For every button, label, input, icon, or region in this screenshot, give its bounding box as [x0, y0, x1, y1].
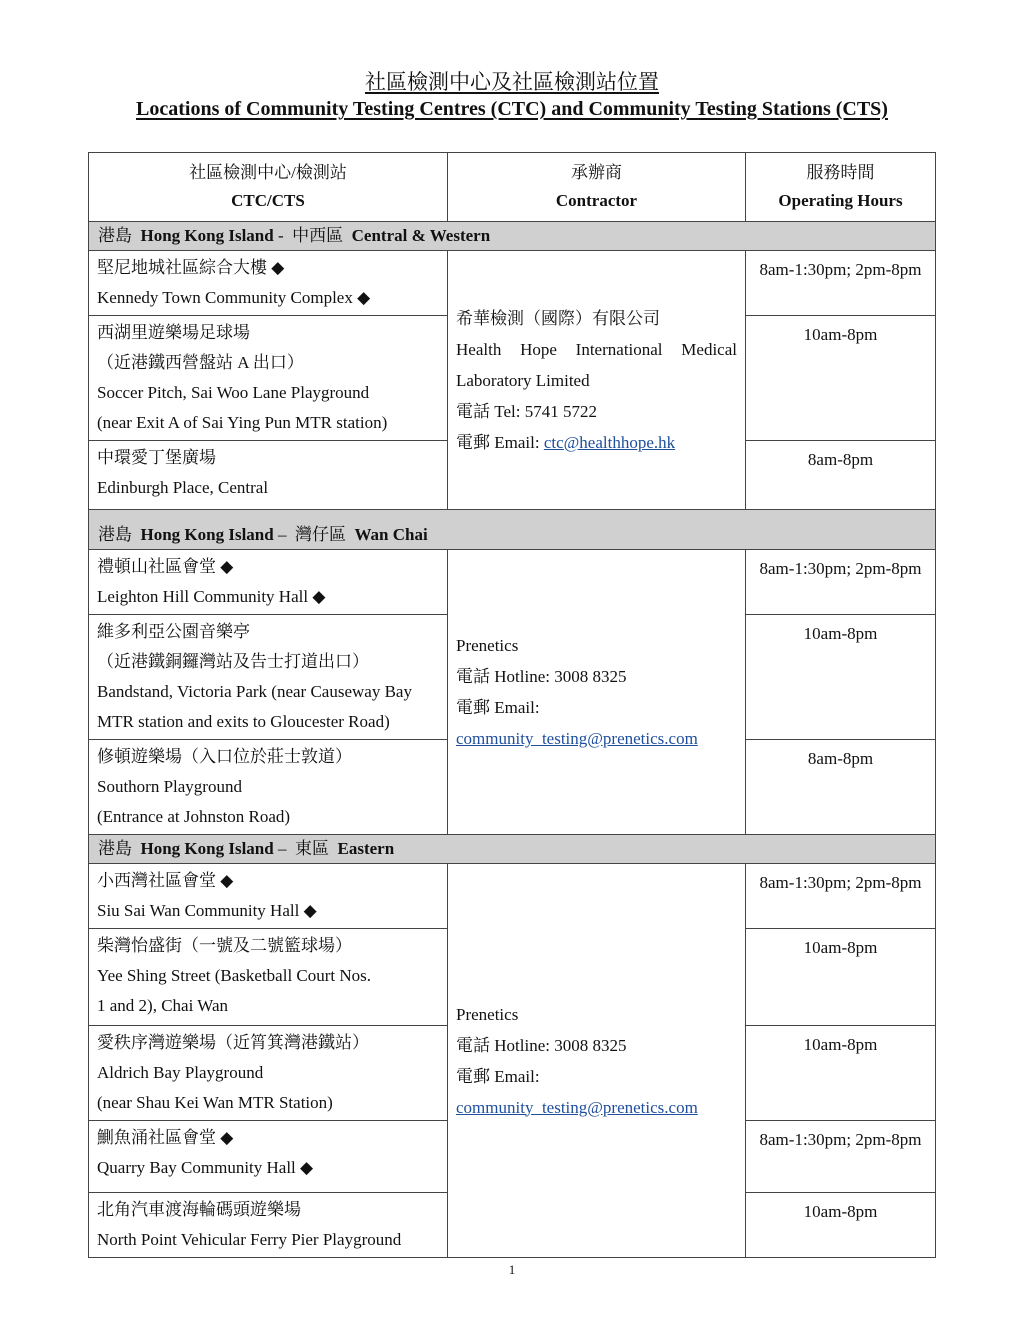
- contractor-name-zh: 希華檢測（國際）有限公司: [456, 308, 660, 328]
- site-line: (Entrance at Johnston Road): [97, 807, 291, 826]
- site-line: Kennedy Town Community Complex ◆: [97, 288, 371, 307]
- region-header: [89, 222, 936, 251]
- site-line: Edinburgh Place, Central: [97, 478, 269, 497]
- region-sep: –: [277, 525, 287, 544]
- site-location: [89, 316, 448, 441]
- region-district-zh: 中西區: [292, 226, 344, 245]
- site-location: [89, 929, 448, 1026]
- header-operating-hours: 服務時間 Operating Hours: [746, 153, 936, 222]
- site-line: Siu Sai Wan Community Hall ◆: [97, 901, 317, 920]
- site-line: North Point Vehicular Ferry Pier Playground: [97, 1230, 402, 1249]
- region-area-en: Hong Kong Island: [140, 525, 274, 544]
- site-line: (near Shau Kei Wan MTR Station): [97, 1093, 333, 1112]
- site-line: 禮頓山社區會堂 ◆: [97, 557, 234, 576]
- contractor-email-link[interactable]: community_testing@prenetics.com: [456, 729, 698, 748]
- site-line: （近港鐵西營盤站 A 出口）: [97, 353, 304, 372]
- region-district-zh: 灣仔區: [294, 525, 346, 544]
- operating-hours: 10am-8pm: [746, 1193, 936, 1258]
- contractor-tel: 電話 Hotline: 3008 8325: [456, 1035, 627, 1055]
- operating-hours: 8am-1:30pm; 2pm-8pm: [746, 864, 936, 929]
- operating-hours: 8am-1:30pm; 2pm-8pm: [746, 251, 936, 316]
- site-location: [89, 615, 448, 740]
- site-line: (near Exit A of Sai Ying Pun MTR station): [97, 413, 388, 432]
- site-location: [89, 1121, 448, 1193]
- operating-hours: 8am-8pm: [746, 740, 936, 835]
- site-line: MTR station and exits to Gloucester Road): [97, 712, 390, 731]
- contractor-name-en-2: Laboratory Limited: [456, 370, 590, 390]
- contractor-cell: [448, 550, 746, 835]
- region-district-en: Wan Chai: [354, 525, 428, 544]
- contractor-name: Prenetics: [456, 636, 519, 655]
- site-location: [89, 1026, 448, 1121]
- contractor-email-link-line: [456, 723, 737, 754]
- site-line: Leighton Hill Community Hall ◆: [97, 587, 326, 606]
- region-header-row: [89, 222, 936, 251]
- region-district-en: Eastern: [337, 839, 395, 858]
- email-label: 電郵 Email:: [456, 1066, 540, 1086]
- locations-table: [88, 152, 936, 1258]
- contractor-cell: [448, 251, 746, 510]
- region-area-zh: 港島: [98, 525, 132, 544]
- operating-hours: 10am-8pm: [746, 316, 936, 441]
- region-area-en: Hong Kong Island: [140, 226, 274, 245]
- table-row: [89, 864, 936, 929]
- contractor-email-line: [456, 427, 737, 458]
- site-location: [89, 1193, 448, 1258]
- operating-hours: 10am-8pm: [746, 615, 936, 740]
- site-line: Southorn Playground: [97, 777, 242, 796]
- table-row: [89, 550, 936, 615]
- region-sep: -: [277, 226, 284, 245]
- table-row: [89, 251, 936, 316]
- site-line: 西湖里遊樂場足球場: [97, 323, 250, 342]
- page-title-zh: 社區檢測中心及社區檢測站位置: [365, 70, 659, 94]
- site-line: 堅尼地城社區綜合大樓 ◆: [97, 258, 285, 277]
- contractor-email-line: [456, 692, 737, 723]
- site-line: 中環愛丁堡廣場: [97, 448, 216, 467]
- site-line: 北角汽車渡海輪碼頭遊樂場: [97, 1200, 301, 1219]
- header-ctc-cts: 社區檢測中心/檢測站 CTC/CTS: [89, 153, 448, 222]
- contractor-cell: [448, 864, 746, 1258]
- operating-hours: 10am-8pm: [746, 1026, 936, 1121]
- site-location: [89, 441, 448, 510]
- site-line: （近港鐵銅鑼灣站及告士打道出口）: [97, 652, 369, 671]
- site-line: 1 and 2), Chai Wan: [97, 996, 228, 1015]
- operating-hours: 10am-8pm: [746, 929, 936, 1026]
- site-line: 修頓遊樂場（入口位於莊士敦道）: [97, 747, 352, 766]
- operating-hours: 8am-1:30pm; 2pm-8pm: [746, 550, 936, 615]
- email-label: 電郵 Email:: [456, 432, 540, 452]
- site-line: Aldrich Bay Playground: [97, 1063, 264, 1082]
- site-line: Yee Shing Street (Basketball Court Nos.: [97, 966, 372, 985]
- contractor-email-line: [456, 1061, 737, 1092]
- site-line: 柴灣怡盛街（一號及二號籃球場）: [97, 936, 352, 955]
- contractor-email-link[interactable]: community_testing@prenetics.com: [456, 1097, 698, 1117]
- operating-hours: 8am-8pm: [746, 441, 936, 510]
- region-area-en: Hong Kong Island: [140, 839, 274, 858]
- site-location: [89, 550, 448, 615]
- region-header: [89, 510, 936, 550]
- site-line: 小西灣社區會堂 ◆: [97, 871, 234, 890]
- region-header: [89, 835, 936, 864]
- region-sep: –: [277, 839, 287, 858]
- site-location: [89, 740, 448, 835]
- site-line: 愛秩序灣遊樂場（近筲箕灣港鐵站）: [97, 1033, 369, 1052]
- header-contractor: 承辦商 Contractor: [448, 153, 746, 222]
- contractor-name-en-1: Health Hope International Medical: [456, 339, 737, 359]
- site-line: 維多利亞公園音樂亭: [97, 622, 250, 641]
- region-header-row: [89, 835, 936, 864]
- site-line: Bandstand, Victoria Park (near Causeway Bay: [97, 682, 412, 701]
- region-district-en: Central & Western: [351, 226, 491, 245]
- region-district-zh: 東區: [294, 839, 329, 858]
- contractor-name: Prenetics: [456, 1004, 519, 1024]
- site-line: Soccer Pitch, Sai Woo Lane Playground: [97, 383, 370, 402]
- page-number: 1: [508, 1262, 516, 1277]
- region-header-row: [89, 510, 936, 550]
- contractor-tel: 電話 Hotline: 3008 8325: [456, 667, 627, 686]
- email-label: 電郵 Email:: [456, 698, 540, 717]
- site-line: 鰂魚涌社區會堂 ◆: [97, 1128, 234, 1147]
- region-area-zh: 港島: [98, 226, 132, 245]
- site-location: [89, 864, 448, 929]
- contractor-email-link[interactable]: ctc@healthhope.hk: [543, 432, 676, 452]
- contractor-email-link-line: [456, 1092, 737, 1123]
- table-header-row: [89, 153, 936, 222]
- contractor-tel: 電話 Tel: 5741 5722: [456, 401, 597, 421]
- region-area-zh: 港島: [98, 839, 132, 858]
- operating-hours: 8am-1:30pm; 2pm-8pm: [746, 1121, 936, 1193]
- site-line: Quarry Bay Community Hall ◆: [97, 1158, 314, 1177]
- page-title-en: Locations of Community Testing Centres (CTC) and Community Testing Stations (CTS): [136, 98, 888, 120]
- site-location: [89, 251, 448, 316]
